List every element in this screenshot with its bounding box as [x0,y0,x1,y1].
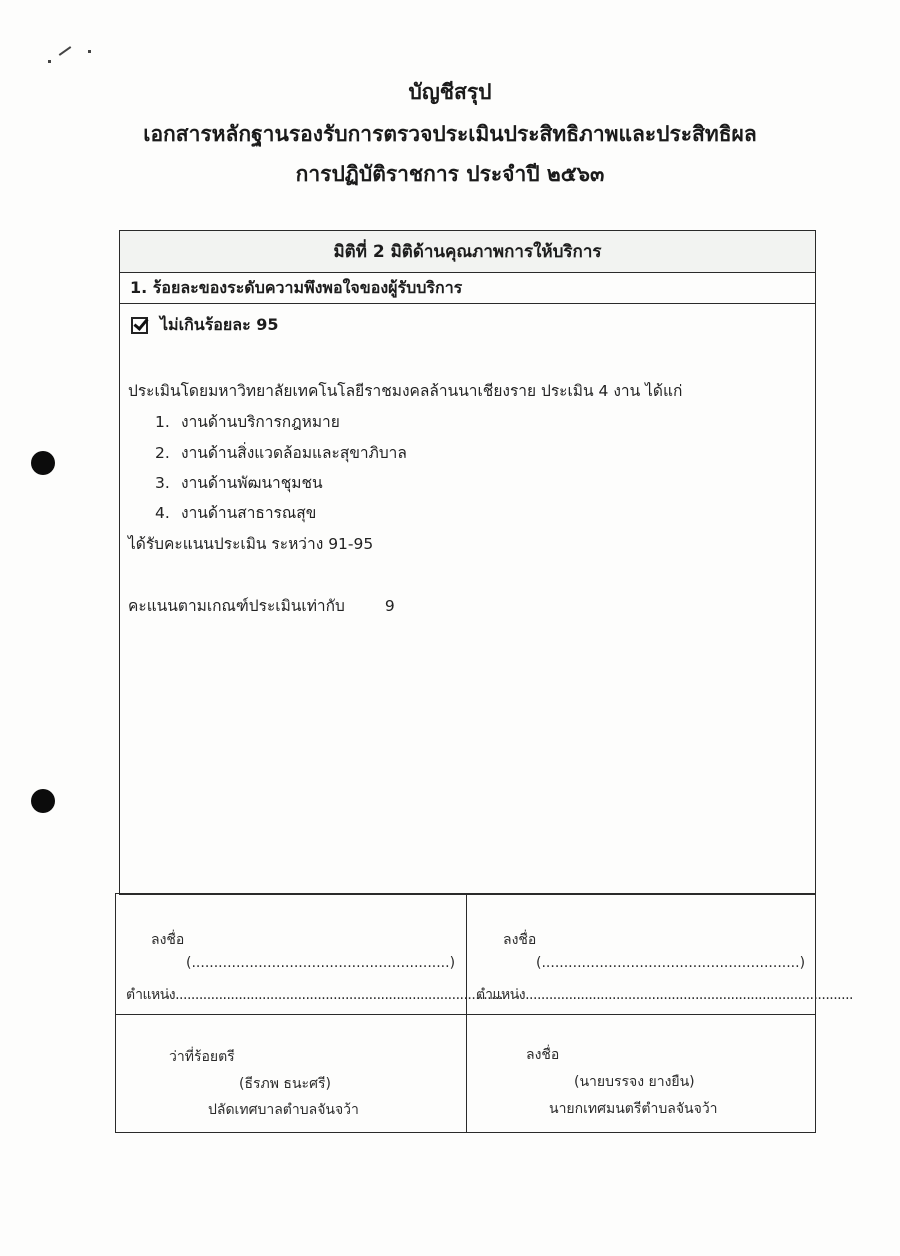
scan-speck [88,50,91,53]
list-item [155,470,323,495]
list-item [155,409,340,434]
sign-label: ลงชื่อ [526,1047,560,1063]
grid-divider-horizontal [116,1014,815,1015]
list-item-label: งานด้านสาธารณสุข [181,504,317,522]
scan-speck [48,60,51,63]
name-field: (..........................................................) [186,955,456,971]
signer-name: (ธีรภพ ธนะศรี) [239,1076,331,1092]
list-item-label: งานด้านบริการกฎหมาย [181,413,340,431]
list-item-number: 3. [155,474,170,492]
list-item [155,500,316,525]
rank-label: ว่าที่ร้อยตรี [169,1049,235,1065]
document-title: บัญชีสรุป [408,80,492,104]
document-subtitle: เอกสารหลักฐานรองรับการตรวจประเมินประสิทธิภาพและประสิทธิผล [143,122,757,146]
criterion-label: 1. ร้อยละของระดับความพึงพอใจของผู้รับบริการ [130,277,463,297]
signer-name: (นายบรรจง ยางยืน) [574,1074,695,1090]
list-item-number: 1. [155,413,170,431]
score-value: 9 [384,597,395,615]
signature-grid [115,893,853,1133]
document-subtitle-year: การปฏิบัติราชการ ประจำปี ๒๕๖๓ [295,162,605,186]
signer-position: ปลัดเทศบาลตำบลจันจว้า [208,1102,359,1118]
signer-position: นายกเทศมนตรีตำบลจันจว้า [549,1101,718,1117]
grid-divider-vertical [466,894,467,1132]
punch-hole-top [31,451,55,475]
assessment-text: ประเมินโดยมหาวิทยาลัยเทคโนโลยีราชมงคลล้านนาเชียงราย ประเมิน 4 งาน ได้แก่ [128,382,683,400]
list-item-number: 4. [155,504,170,522]
score-range-text: ได้รับคะแนนประเมิน ระหว่าง 91-95 [128,535,374,553]
list-item-number: 2. [155,444,170,462]
sign-label: ลงชื่อ [503,932,537,948]
list-item [155,440,407,465]
score-row [128,593,395,618]
name-field: (..........................................................) [536,955,806,971]
position-field: ตำแหน่ง................................................................................... [126,987,503,1003]
checkbox-label: ไม่เกินร้อยละ 95 [160,315,279,334]
sign-label: ลงชื่อ [151,932,185,948]
checked-box-icon [131,317,148,334]
list-item-label: งานด้านสิ่งแวดล้อมและสุขาภิบาล [181,444,407,462]
dimension-label: มิติที่ 2 มิติด้านคุณภาพการให้บริการ [333,242,602,262]
criterion-row [119,272,816,304]
dimension-header [119,230,816,273]
list-item-label: งานด้านพัฒนาชุมชน [181,474,323,492]
score-label: คะแนนตามเกณฑ์ประเมินเท่ากับ [128,597,345,615]
scan-speck [59,46,72,56]
position-field: ตำแหน่ง................................................................................... [476,987,853,1003]
punch-hole-bottom [31,789,55,813]
checkbox-row [131,313,279,338]
